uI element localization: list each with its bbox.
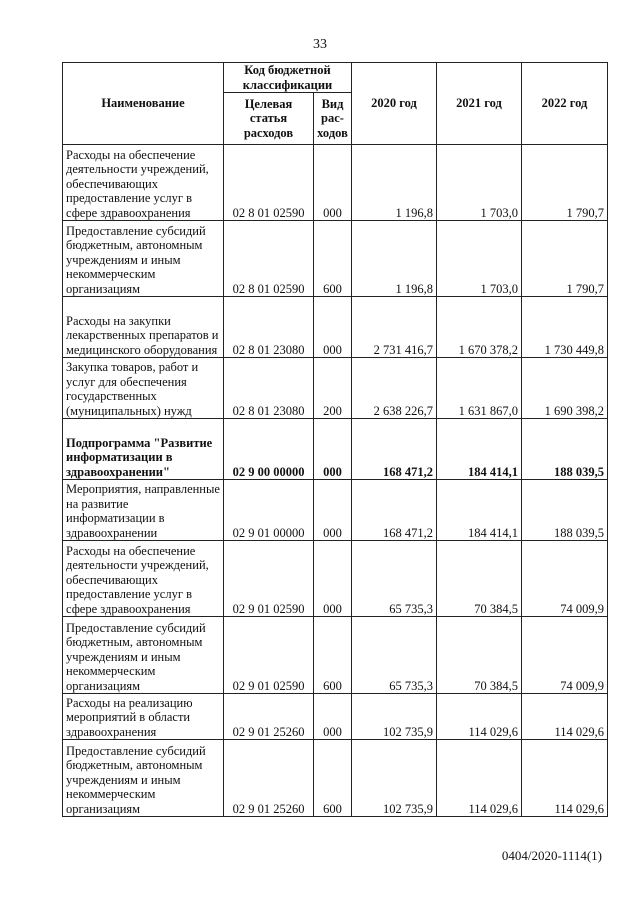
row-value-2020: 65 735,3 xyxy=(352,541,437,617)
row-value-2020: 1 196,8 xyxy=(352,221,437,297)
row-value-2020: 102 735,9 xyxy=(352,740,437,817)
row-value-2021: 1 631 867,0 xyxy=(437,358,522,419)
row-value-2020: 65 735,3 xyxy=(352,617,437,694)
header-expense-type: Вид рас-ходов xyxy=(314,93,352,145)
row-target-article: 02 8 01 23080 xyxy=(224,297,314,358)
header-year-2022: 2022 год xyxy=(522,63,608,145)
row-target-article: 02 9 01 25260 xyxy=(224,740,314,817)
table-row xyxy=(63,694,608,740)
table-row xyxy=(63,617,608,694)
row-value-2022: 1 730 449,8 xyxy=(522,297,608,358)
row-value-2022: 1 690 398,2 xyxy=(522,358,608,419)
row-expense-type: 600 xyxy=(314,221,352,297)
row-value-2020: 168 471,2 xyxy=(352,480,437,541)
row-name: Расходы на обеспечение деятельности учреждений, обеспечивающих предоставление услуг в сфере здравоохранения xyxy=(63,145,224,221)
row-value-2022: 114 029,6 xyxy=(522,740,608,817)
header-code-group: Код бюджетной классификации xyxy=(224,63,352,93)
row-target-article: 02 8 01 02590 xyxy=(224,221,314,297)
row-value-2022: 188 039,5 xyxy=(522,480,608,541)
row-value-2022: 114 029,6 xyxy=(522,694,608,740)
row-target-article: 02 8 01 02590 xyxy=(224,145,314,221)
row-target-article: 02 9 00 00000 xyxy=(224,419,314,480)
row-expense-type: 600 xyxy=(314,740,352,817)
page-number: 33 xyxy=(313,37,327,52)
row-target-article: 02 9 01 02590 xyxy=(224,617,314,694)
table-row xyxy=(63,297,608,358)
row-value-2021: 1 703,0 xyxy=(437,221,522,297)
table-row xyxy=(63,145,608,221)
table-row xyxy=(63,221,608,297)
row-expense-type: 000 xyxy=(314,480,352,541)
row-value-2021: 114 029,6 xyxy=(437,694,522,740)
row-expense-type: 000 xyxy=(314,145,352,221)
row-name: Расходы на обеспечение деятельности учреждений, обеспечивающих предоставление услуг в сфере здравоохранения xyxy=(63,541,224,617)
row-name: Предоставление субсидий бюджетным, автономным учреждениям и иным некоммерческим организациям xyxy=(63,221,224,297)
header-year-2021: 2021 год xyxy=(437,63,522,145)
row-value-2021: 1 670 378,2 xyxy=(437,297,522,358)
header-year-2020: 2020 год xyxy=(352,63,437,145)
row-value-2021: 114 029,6 xyxy=(437,740,522,817)
document-code: 0404/2020-1114(1) xyxy=(501,848,602,863)
row-value-2021: 1 703,0 xyxy=(437,145,522,221)
row-name: Предоставление субсидий бюджетным, автономным учреждениям и иным некоммерческим организациям xyxy=(63,740,224,817)
row-value-2020: 2 638 226,7 xyxy=(352,358,437,419)
header-target-article: Целевая статья расходов xyxy=(224,93,314,145)
row-value-2020: 2 731 416,7 xyxy=(352,297,437,358)
row-name: Расходы на закупки лекарственных препаратов и медицинского оборудования xyxy=(63,297,224,358)
row-value-2021: 184 414,1 xyxy=(437,419,522,480)
header-name: Наименование xyxy=(63,63,224,145)
table-row xyxy=(63,419,608,480)
row-value-2021: 184 414,1 xyxy=(437,480,522,541)
row-target-article: 02 8 01 23080 xyxy=(224,358,314,419)
row-name: Подпрограмма "Развитие информатизации в здравоохранении" xyxy=(63,419,224,480)
row-expense-type: 200 xyxy=(314,358,352,419)
row-value-2022: 74 009,9 xyxy=(522,617,608,694)
budget-table xyxy=(62,62,608,817)
row-target-article: 02 9 01 25260 xyxy=(224,694,314,740)
row-name: Предоставление субсидий бюджетным, автономным учреждениям и иным некоммерческим организациям xyxy=(63,617,224,694)
table-row xyxy=(63,740,608,817)
row-expense-type: 600 xyxy=(314,617,352,694)
table-row xyxy=(63,480,608,541)
table-row xyxy=(63,541,608,617)
row-name: Расходы на реализацию мероприятий в области здравоохранения xyxy=(63,694,224,740)
row-value-2021: 70 384,5 xyxy=(437,541,522,617)
row-name: Закупка товаров, работ и услуг для обеспечения государственных (муниципальных) нужд xyxy=(63,358,224,419)
row-value-2020: 102 735,9 xyxy=(352,694,437,740)
row-expense-type: 000 xyxy=(314,419,352,480)
row-name: Мероприятия, направленные на развитие информатизации в здравоохранении xyxy=(63,480,224,541)
table-body xyxy=(63,145,608,817)
row-target-article: 02 9 01 00000 xyxy=(224,480,314,541)
row-value-2022: 188 039,5 xyxy=(522,419,608,480)
row-target-article: 02 9 01 02590 xyxy=(224,541,314,617)
row-expense-type: 000 xyxy=(314,297,352,358)
row-value-2020: 1 196,8 xyxy=(352,145,437,221)
row-value-2021: 70 384,5 xyxy=(437,617,522,694)
row-value-2022: 1 790,7 xyxy=(522,221,608,297)
row-value-2022: 1 790,7 xyxy=(522,145,608,221)
row-expense-type: 000 xyxy=(314,694,352,740)
table-row xyxy=(63,358,608,419)
row-expense-type: 000 xyxy=(314,541,352,617)
row-value-2020: 168 471,2 xyxy=(352,419,437,480)
row-value-2022: 74 009,9 xyxy=(522,541,608,617)
